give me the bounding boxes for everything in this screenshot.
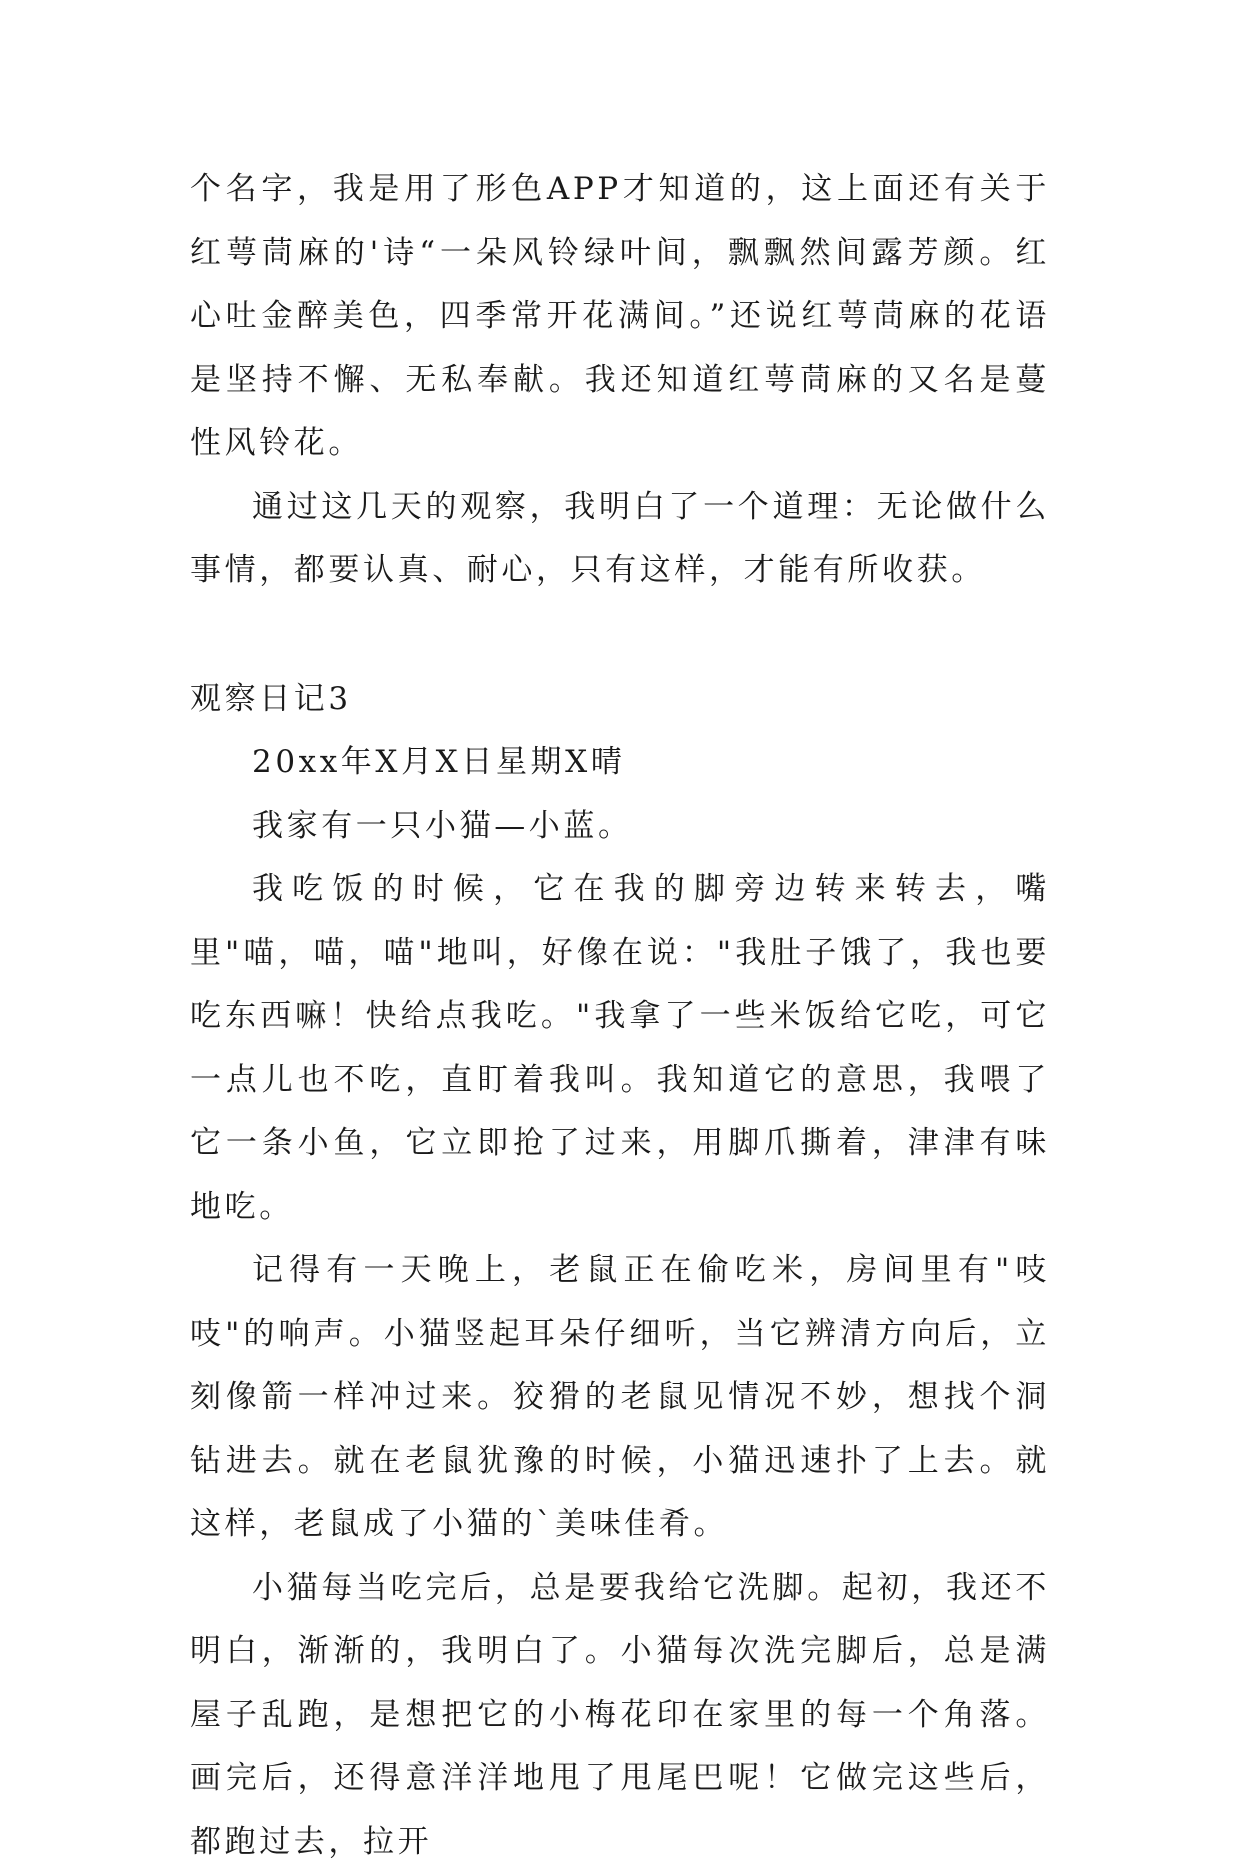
date-line: 20xx年X月X日星期X晴 <box>190 731 1050 795</box>
document-body <box>190 158 1050 1874</box>
paragraph: 记得有一天晚上，老鼠正在偷吃米，房间里有"吱吱"的响声。小猫竖起耳朵仔细听，当它辨清方向后，立刻像箭一样冲过来。狡猾的老鼠见情况不妙，想找个洞钻进去。就在老鼠犹豫的时候，小猫迅速扑了上去。就这样，老鼠成了小猫的`美味佳肴。 <box>190 1239 1050 1557</box>
paragraph: 我家有一只小猫—小蓝。 <box>190 795 1050 859</box>
paragraph-conclusion: 通过这几天的观察，我明白了一个道理：无论做什么事情，都要认真、耐心，只有这样，才能有所收获。 <box>190 476 1050 603</box>
section-title: 观察日记3 <box>190 668 1050 732</box>
paragraph: 小猫每当吃完后，总是要我给它洗脚。起初，我还不明白，渐渐的，我明白了。小猫每次洗完脚后，总是满屋子乱跑，是想把它的小梅花印在家里的每一个角落。画完后，还得意洋洋地甩了甩尾巴呢！它做完这些后，都跑过去，拉开 <box>190 1557 1050 1874</box>
paragraph-continued: 个名字，我是用了形色APP才知道的，这上面还有关于红萼茼麻的'诗“一朵风铃绿叶间，飘飘然间露芳颜。红心吐金醉美色，四季常开花满间。”还说红萼茼麻的花语是坚持不懈、无私奉献。我还知道红萼茼麻的又名是蔓性风铃花。 <box>190 158 1050 476</box>
paragraph: 我吃饭的时候，它在我的脚旁边转来转去，嘴里"喵，喵，喵"地叫，好像在说："我肚子饿了，我也要吃东西嘛！快给点我吃。"我拿了一些米饭给它吃，可它一点儿也不吃，直盯着我叫。我知道它的意思，我喂了它一条小鱼，它立即抢了过来，用脚爪撕着，津津有味地吃。 <box>190 858 1050 1239</box>
